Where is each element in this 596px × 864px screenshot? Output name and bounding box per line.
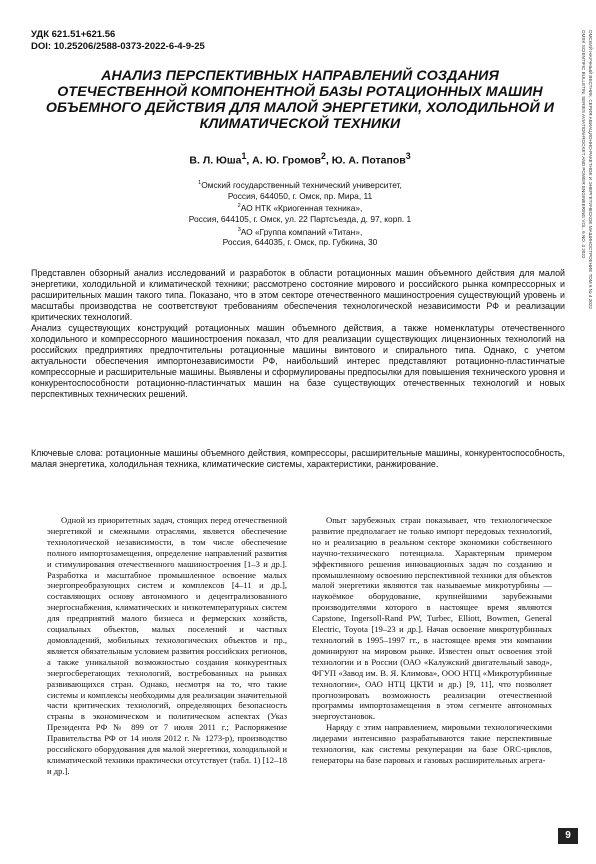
body-column-left	[47, 515, 287, 777]
author-name: А. Ю. Громов	[252, 154, 321, 167]
author-name: Ю. А. Потапов	[331, 154, 406, 167]
abstract-paragraph: Анализ существующих конструкций ротационных машин объемного действия, а также номенклатуры отечественного холодильного и компрессорного машиностроения показал, что для реализации существующих лицензионных технологий на российских предприятиях предпочтительны ротационные машины винтового и спирального типа. Однако, с учетом актуальности обеспечения импортонезависимости РФ, наибольший интерес представляют ротационно-пластинчатые компрессорные и расширительные машины. Выявлены и сформулированы предпосылки для повышения технического уровня и конкурентоспособности ротационно-пластинчатых машин на базе существующих отечественных технологий и новых перспективных технических решений.	[31, 323, 565, 399]
keywords	[31, 448, 565, 470]
affil-sup: 1	[198, 180, 202, 186]
affil-org: Омский государственный технический университет,	[201, 179, 402, 190]
body-paragraph: Опыт зарубежных стран показывает, что технологическое развитие предполагает не только импорт передовых технологий, но и реализацию в реальном секторе экономики собственного научно-технического потенциала. Характерным примером эффективного решения инновационных задач по созданию и промышленному освоению перспективной техники для объектов малой энергетики являются так называемые микротурбины — наукоёмкое оборудование, крупнейшими зарубежными производителями которого в настоящее время являются Capstone, Ingersoll-Rand PW, Turbec, Elliott, Bowmen, General Electric, Toyota [19–23 и др.]. Начав освоение микротурбинных технологий в 1995–1997 гг., в настоящее время эти компании доминируют на мировом рынке. Известен опыт освоения этой технологии и в России (ОАО «Калужский двигательный завод», ФГУП «Завод им. В. Я. Климова», ООО НТЦ «Микротурбинные технологии», ОАО НТЦ ЦКТИ и др.) [9, 11], что позволяет прогнозировать возможность реализации отечественной программы импортозамещения в этом сегменте автономных энергоустановок.	[312, 515, 552, 722]
body-paragraph: Одной из приоритетных задач, стоящих перед отечественной энергетикой и смежными отраслями, является обеспечение технологической независимости, в том числе обеспечение полного импортозамещения, определение направлений развития и стимулирования отечественного машиностроения [1–3 и др.]. Разработка и масштабное промышленное освоение малых энергопреобразующих систем и комплексов [4–11 и др.], составляющих основу автономного и децентрализованного энергоснабжения, климатических и низкотемпературных систем для предприятий малого бизнеса и фермерских хозяйств, социальных объектов, малых поселений и частных домовладений, мобильных технологических объектов и пр., является обязательным условием развития российских регионов, а также уникальной возможностью создания конкурентных энергосберегающих технологий, востребованных на рынках развивающихся стран. Однако, несмотря на то, что такие системы и комплексы необходимы для реализации значительной части критических технологий, определяющих безопасность страны в экономическом и политическом аспектах (Указ Президента РФ № 899 от 7 июля 2011 г.; Распоряжение Правительства РФ от 14 июля 2012 г. № 1273-р), производство российского оборудования для малой энергетики, холодильной и климатической техники практически отсутствует (табл. 1) [12–18 и др.].	[47, 515, 287, 776]
body-paragraph: Наряду с этим направлением, мировыми технологическими лидерами интенсивно разрабатываются такие перспективные технологии, как системы рекуперации на базе ORC-циклов, генераторы на базе паровых и газовых расширительных агрега-	[312, 722, 552, 765]
doi: DOI: 10.25206/2588-0373-2022-6-4-9-25	[31, 41, 205, 52]
abstract	[31, 268, 565, 400]
affil-sup: 3	[237, 226, 241, 233]
udk-code: УДК 621.51+621.56	[31, 29, 116, 40]
abstract-paragraph: Представлен обзорный анализ исследований и разработок в области ротационных машин объемного действия для малой энергетики, холодильной и климатической техники; рассмотрено состояние мирового и российского рынка компрессорных и расширительных машин такого типа. Показано, что в этом секторе отечественного машиностроения существующий уровень и масштабы производства не соответствуют требованиям обеспечения технологической независимости РФ и реализации критических технологий.	[31, 268, 565, 322]
authors: В. Л. Юша$^1$, А. Ю. Громов$^2$, Ю. А. Потапов$^3$	[189, 151, 411, 167]
author-sup: 1	[241, 151, 247, 161]
affil-sup: 2	[237, 203, 241, 210]
affiliations	[120, 178, 480, 248]
affil-org: АО «Группа компаний «Титан»,	[240, 226, 363, 237]
affil-address: Россия, 644050, г. Омск, пр. Мира, 11	[227, 190, 373, 201]
author-sup: 3	[405, 151, 411, 161]
journal-name-en: OMSK SCIENTIFIC BULLETIN. SERIES AVIATION-ROCKET AND POWER ENGINEERING VOL. 6 NO. 4 2022	[581, 30, 586, 259]
header-ids	[31, 29, 205, 53]
affil-address: Россия, 644035, г. Омск, пр. Губкина, 30	[222, 237, 378, 248]
journal-name-ru: ОМСКИЙ НАУЧНЫЙ ВЕСТНИК. СЕРИЯ АВИАЦИОННО-РАКЕТНОЕ И ЭНЕРГЕТИЧЕСКОЕ МАШИНОСТРОЕНИЕ ТОМ 6 № 4 2022	[588, 30, 593, 309]
author-sup: 2	[321, 151, 326, 161]
journal-side-header	[572, 30, 594, 390]
author-name: В. Л. Юша	[189, 154, 242, 167]
body-column-right	[312, 515, 552, 766]
paper-title: АНАЛИЗ ПЕРСПЕКТИВНЫХ НАПРАВЛЕНИЙ СОЗДАНИЯ ОТЕЧЕСТВЕННОЙ КОМПОНЕНТНОЙ БАЗЫ РОТАЦИОННЫХ МАШИН ОБЪЕМНОГО ДЕЙСТВИЯ ДЛЯ МАЛОЙ ЭНЕРГЕТИКИ, ХОЛОДИЛЬНОЙ И КЛИМАТИЧЕСКОЙ ТЕХНИКИ	[45, 68, 555, 132]
affil-address: Россия, 644105, г. Омск, ул. 22 Партсъезда, д. 97, корп. 1	[188, 213, 412, 224]
keywords-text: ротационные машины объемного действия, компрессоры, расширительные машины, конкурентоспособность, малая энергетика, холодильная техника, климатические системы, характеристики, ранжирование.	[31, 448, 565, 469]
page-number: 9	[558, 828, 578, 844]
keywords-label: Ключевые слова:	[31, 448, 103, 458]
affil-org: АО НТК «Криогенная техника»,	[240, 203, 363, 214]
